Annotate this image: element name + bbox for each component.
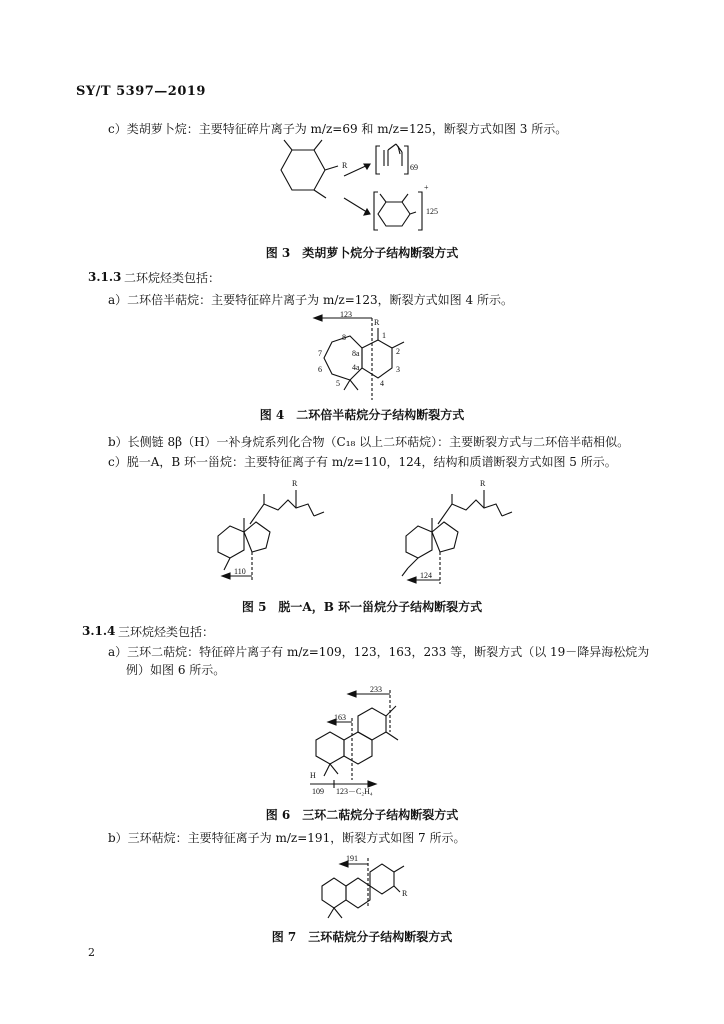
page-number: 2 (88, 946, 95, 959)
para-carotane: c）类胡萝卜烷：主要特征碎片离子为 m/z=69 和 m/z=125，断裂方式如图 3 所示。 (108, 122, 568, 136)
fig4-n8a: 8a (352, 349, 360, 358)
caption-fig6: 图 6 三环二萜烷分子结构断裂方式 (265, 808, 459, 822)
caption-fig5: 图 5 脱一A，B 环一甾烷分子结构断裂方式 (241, 600, 483, 614)
fig3-m125-label: 125 (426, 207, 438, 216)
fig6-m109-label: 109 (312, 787, 324, 796)
section-3-1-3-title: 二环烷烃类包括： (124, 271, 221, 285)
fig4-n6: 6 (318, 365, 322, 374)
figure-6-tricyclic-diterpane-structure (304, 684, 424, 800)
fig6-h-label: H (310, 771, 316, 780)
fig3-ring (281, 150, 325, 190)
para-long-chain: b）长侧链 8β（H）一补身烷系列化合物（C₁₈ 以上二环萜烷）：主要断裂方式与二环倍半萜相似。 (108, 435, 630, 449)
fig4-n5: 5 (336, 379, 340, 388)
fig4-n3: 3 (396, 365, 400, 374)
caption-fig7: 图 7 三环萜烷分子结构断裂方式 (271, 930, 453, 944)
caption-fig4: 图 4 二环倍半萜烷分子结构断裂方式 (259, 408, 465, 422)
fig4-r-label: R (374, 318, 380, 327)
fig3-plus-label: + (424, 183, 429, 192)
fig4-n8: 8 (342, 333, 346, 342)
fig4-n2: 2 (396, 347, 400, 356)
fig6-m123-label: 123－C₂H₄ (336, 787, 373, 796)
fig4-n4a: 4a (352, 363, 360, 372)
standard-code-header: SY/T 5397—2019 (76, 84, 206, 99)
fig5-r2-label: R (480, 479, 486, 488)
fig4-m123-label: 123 (340, 310, 352, 319)
para-tricyclic-diterpane-line1: a）三环二萜烷：特征碎片离子有 m/z=109，123，163，233 等，断裂方式（以 19－降异海松烷为 (108, 645, 650, 659)
figure-7-tricyclic-terpane-structure (316, 852, 416, 924)
para-drimane: a）二环倍半萜烷：主要特征碎片离子为 m/z=123，断裂方式如图 4 所示。 (108, 293, 513, 307)
figure-5-de-ab-sterane-structure (208, 476, 528, 592)
caption-fig3: 图 3 类胡萝卜烷分子结构断裂方式 (265, 246, 459, 260)
para-tricyclic-terpane: b）三环萜烷：主要特征离子为 m/z=191，断裂方式如图 7 所示。 (108, 831, 466, 845)
figure-4-drimane-structure (310, 312, 420, 402)
fig7-r-label: R (402, 889, 408, 898)
fig5-r1-label: R (292, 479, 298, 488)
fig7-m191-label: 191 (346, 854, 358, 863)
fig5-m124-label: 124 (420, 571, 432, 580)
para-tricyclic-diterpane-line2: 例）如图 6 所示。 (126, 663, 226, 677)
fig3-m69-label: 69 (410, 163, 418, 172)
fig3-r-label: R (342, 161, 348, 170)
section-3-1-4-title: 三环烷烃类包括： (118, 625, 215, 639)
figure-3-carotane-structure (270, 140, 450, 240)
fig4-n1: 1 (382, 331, 386, 340)
fig4-n4: 4 (380, 379, 384, 388)
fig6-m233-label: 233 (370, 685, 382, 694)
fig5-m110-label: 110 (234, 567, 246, 576)
fig6-m163-label: 163 (334, 713, 346, 722)
fig4-n7: 7 (318, 349, 322, 358)
section-3-1-4-number: 3.1.4 (82, 624, 116, 638)
section-3-1-3-number: 3.1.3 (88, 270, 122, 284)
para-de-ab-sterane: c）脱一A，B 环一甾烷：主要特征离子有 m/z=110，124，结构和质谱断裂方式如图 5 所示。 (108, 455, 617, 469)
